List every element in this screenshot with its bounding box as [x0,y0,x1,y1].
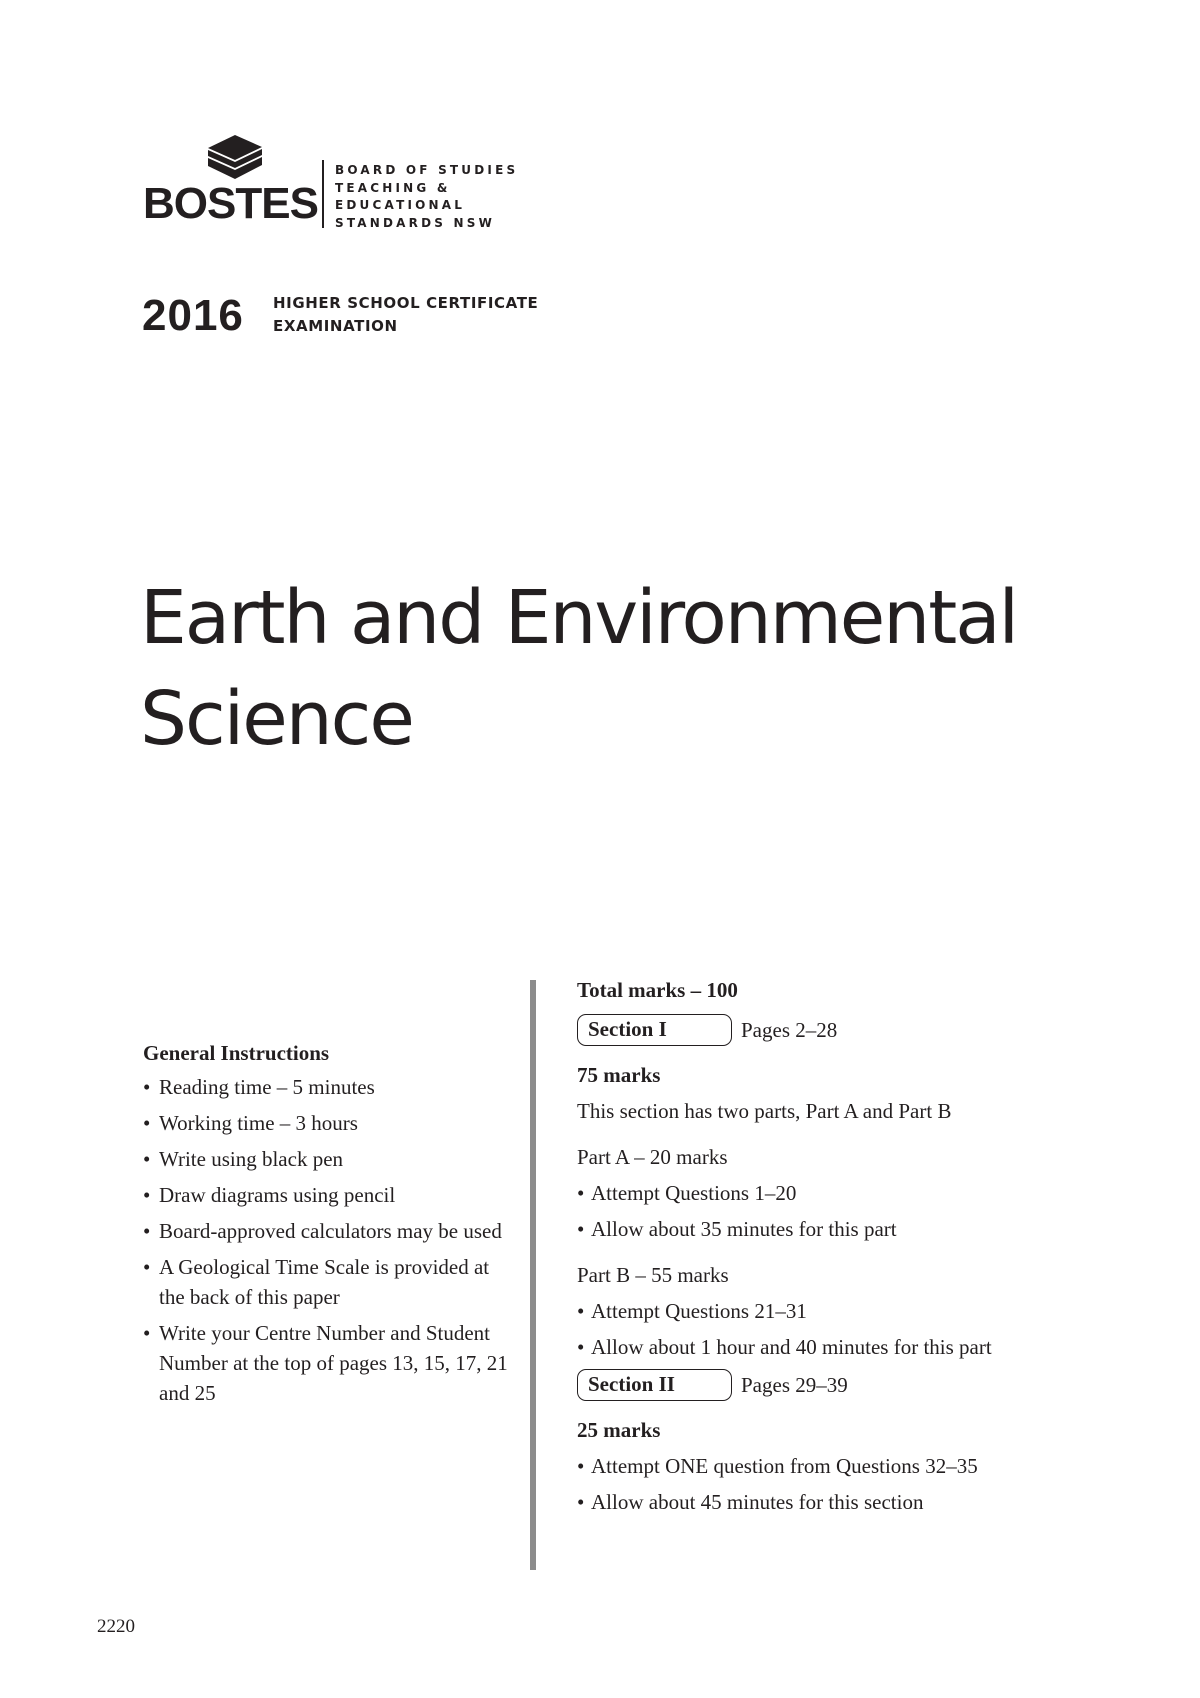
section-1-pages: Pages 2–28 [741,1018,838,1042]
instruction-item: • Board-approved calculators may be used [143,1216,513,1246]
paper-code: 2220 [97,1616,135,1637]
general-instructions-heading: General Instructions [143,1041,330,1065]
page-title [140,568,1017,770]
exam-year: 2016 [142,291,244,340]
logo-line: BOARD OF STUDIES [335,163,519,177]
part-a-item: • Attempt Questions 1–20 [577,1178,1097,1208]
books-logo-icon [207,135,263,181]
exam-summary [577,975,1097,1523]
instructions-list [143,1072,513,1408]
exam-description-line: EXAMINATION [273,317,398,335]
instruction-item: • A Geological Time Scale is provided at the back of this paper [143,1252,513,1312]
section-1-marks: 75 marks [577,1063,661,1087]
section-2-item: • Allow about 45 minutes for this section [577,1487,1097,1517]
section-1-header [577,1013,1097,1047]
logo-line: STANDARDS NSW [335,215,496,230]
part-b-item: • Allow about 1 hour and 40 minutes for this part [577,1332,1097,1362]
part-b-heading: Part B – 55 marks [577,1263,729,1287]
instruction-item: • Draw diagrams using pencil [143,1180,513,1210]
logo-organisation-name [335,162,518,232]
part-a-item: • Allow about 35 minutes for this part [577,1214,1097,1244]
section-2-item: • Attempt ONE question from Questions 32–35 [577,1451,1097,1481]
section-2-header [577,1368,1097,1402]
general-instructions [143,1038,513,1414]
instruction-item: • Reading time – 5 minutes [143,1072,513,1102]
part-b-item: • Attempt Questions 21–31 [577,1296,1097,1326]
bostes-logo [143,135,543,235]
logo-divider [322,160,324,228]
instruction-item: • Write using black pen [143,1144,513,1174]
title-line: Earth and Environmental [140,575,1018,661]
column-divider [530,980,536,1570]
exam-description-line: HIGHER SCHOOL CERTIFICATE [273,294,539,312]
logo-line: TEACHING & [335,180,451,195]
section-2-list [577,1451,1097,1517]
title-line: Science [140,676,413,762]
logo-wordmark: BOSTES [143,179,318,228]
instruction-item: • Working time – 3 hours [143,1108,513,1138]
section-2-pages: Pages 29–39 [741,1373,848,1397]
section-2-marks: 25 marks [577,1418,661,1442]
part-a-heading: Part A – 20 marks [577,1145,728,1169]
section-2-label: Section II [577,1369,732,1401]
part-a-list [577,1178,1097,1244]
part-b-list [577,1296,1097,1362]
section-1-intro: This section has two parts, Part A and Part B [577,1099,952,1123]
logo-line: EDUCATIONAL [335,198,466,212]
exam-description [273,292,538,338]
section-1-label: Section I [577,1014,732,1046]
instruction-item: • Write your Centre Number and Student Number at the top of pages 13, 15, 17, 21 and 25 [143,1318,513,1408]
total-marks: Total marks – 100 [577,978,738,1002]
